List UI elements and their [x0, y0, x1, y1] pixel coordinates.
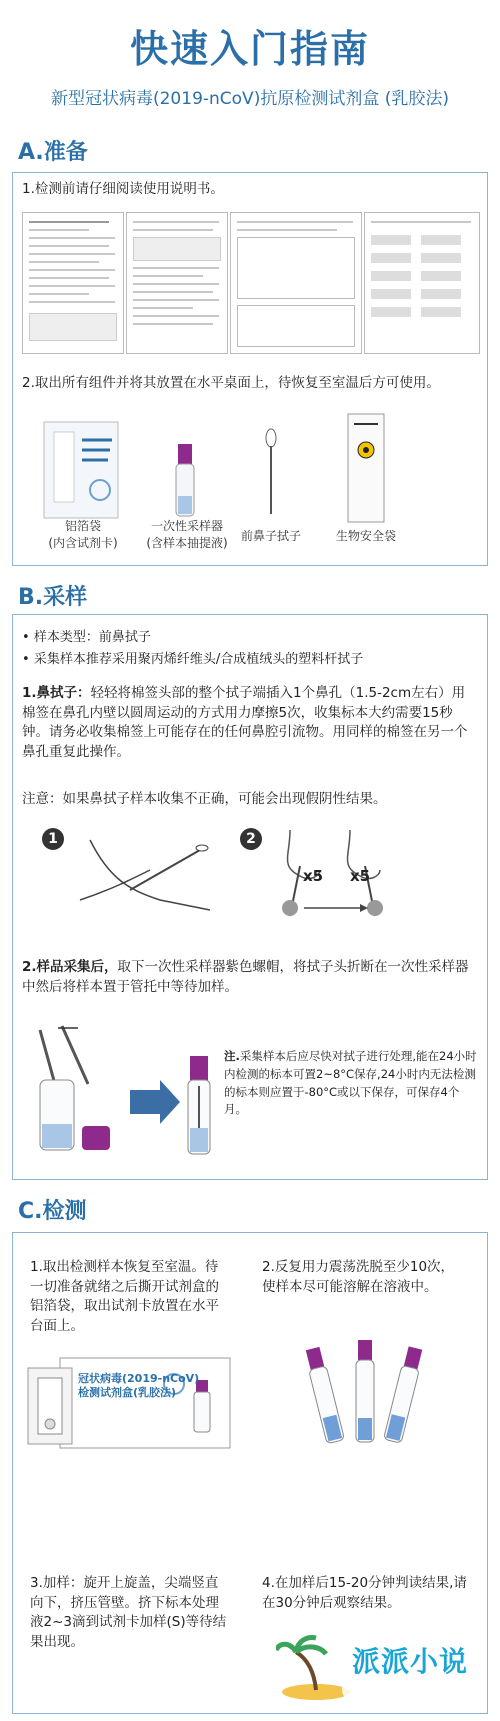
section-b-heading: B.采样 — [18, 585, 88, 610]
bullet-sample-type: • 样本类型：前鼻拭子 — [22, 627, 363, 649]
after-collection-title: 2.样品采集后， — [22, 959, 118, 975]
section-a-step1: 1.检测前请仔细阅读使用说明书。 — [22, 181, 224, 197]
nasal-swab-step-title: 1.鼻拭子： — [22, 685, 91, 701]
figure-number-1: 1 — [42, 828, 64, 850]
sample-bullet-list — [22, 627, 363, 671]
sampler-tube-icon — [170, 440, 200, 520]
false-negative-note: 注意：如果鼻拭子样本收集不正确，可能会出现假阴性结果。 — [22, 791, 387, 807]
swab-icon — [256, 428, 286, 518]
component-label-bag: 生物安全袋 — [335, 529, 396, 543]
nose-swab-illustration — [70, 830, 220, 920]
bullet-swab-recommendation: • 采集样本推荐采用聚丙烯纤维头/合成植绒头的塑料杆拭子 — [22, 649, 363, 671]
leaflet-page-1 — [22, 212, 124, 354]
page-title: 快速入门指南 — [129, 27, 370, 71]
watermark-text: 派派小说 — [352, 1645, 469, 1678]
shaking-tubes-illustration — [300, 1336, 430, 1476]
figure-number-2: 2 — [240, 828, 262, 850]
test-step-2: 2.反复用力震荡洗脱至少10次，使样本尽可能溶解在溶液中。 — [262, 1259, 455, 1295]
kit-label: 冠状病毒(2019-nCoV) 检测试剂盒(乳胶法) — [78, 1372, 200, 1400]
after-collection-text: 取下一次性采样器紫色螺帽，将拭子头折断在一次性采样器中然后将样本置于管托中等待加样。 — [22, 959, 469, 995]
storage-note-text: 采集样本后应尽快对拭子进行处理,能在24小时内检测的标本可置2~8°C保存,24小时内无法检测的标本则应置于-80°C或以下保存，可保存4个月。 — [224, 1049, 477, 1117]
section-a-step2: 2.取出所有组件并将其放置在水平桌面上，待恢复至室温后方可使用。 — [22, 375, 440, 391]
component-label-sampler: 一次性采样器 (含样本抽提液) — [146, 519, 228, 550]
nostril-rotation-illustration — [270, 826, 410, 918]
test-step-1: 1.取出检测样本恢复至室温。待一切准备就绪之后撕开试剂盒的铝箔袋，取出试剂卡放置在水平台面上。 — [30, 1259, 219, 1334]
test-kit-illustration — [24, 1354, 234, 1454]
nasal-swab-step — [22, 684, 472, 762]
test-step-3: 3.加样：旋开上旋盖，尖端竖直向下，挤压管壁。挤下标本处理液2~3滴到试剂卡加样(S)等待结果出现。 — [30, 1575, 227, 1650]
section-c-heading: C.检测 — [18, 1199, 87, 1224]
leaflet-page-4 — [364, 212, 480, 354]
biohazard-bag-icon — [346, 412, 386, 524]
leaflet-page-3 — [230, 212, 362, 354]
test-step-4: 4.在加样后15-20分钟判读结果,请在30分钟后观察结果。 — [262, 1575, 467, 1611]
storage-note-title: 注. — [224, 1049, 240, 1063]
page-subtitle: 新型冠状病毒(2019-nCoV)抗原检测试剂盒 (乳胶法) — [50, 89, 449, 109]
foil-pouch-icon — [42, 420, 120, 520]
after-collection-step — [22, 958, 472, 997]
storage-note — [224, 1048, 480, 1119]
nasal-swab-step-text: 轻轻将棉签头部的整个拭子端插入1个鼻孔（1.5-2cm左右）用棉签在鼻孔内壁以圆周运动的方式用力摩擦5次，收集标本大约需要15秒钟。请务必收集棉签上可能存在的任何鼻腔引流物。用同样的棉签在另一个鼻孔重复此操作。 — [22, 685, 468, 760]
swab-break-illustration — [20, 1020, 230, 1160]
section-a-heading: A.准备 — [18, 140, 88, 165]
rotation-count-1: x5 — [303, 867, 324, 885]
component-label-swab: 前鼻子拭子 — [240, 529, 301, 543]
leaflet-page-2 — [126, 212, 228, 354]
rotation-count-2: x5 — [350, 867, 371, 885]
component-label-foil: 铝箔袋 (内含试剂卡) — [48, 519, 118, 550]
